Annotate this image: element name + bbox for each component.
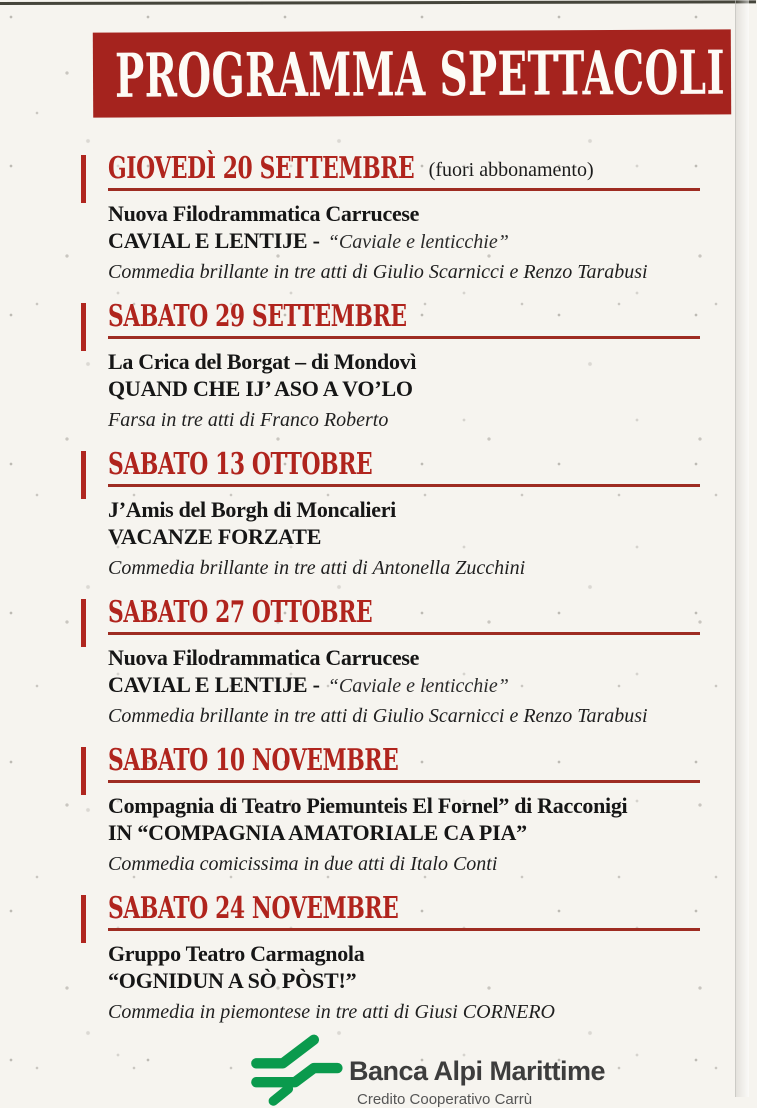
divider-rule bbox=[108, 484, 700, 487]
entry-date-row bbox=[108, 149, 721, 186]
divider-rule bbox=[108, 780, 700, 783]
entry-date-row bbox=[108, 445, 721, 482]
program-entry bbox=[81, 889, 721, 1026]
show-title: QUAND CHE IJ’ ASO A VO’LO bbox=[108, 376, 413, 401]
entry-date-row bbox=[108, 297, 721, 334]
show-description: Commedia in piemontese in tre atti di Giusi CORNERO bbox=[108, 1001, 556, 1023]
show-description: Commedia brillante in tre atti di Giulio Scarnicci e Renzo Tarabusi bbox=[108, 261, 648, 283]
date-accent-bar bbox=[81, 451, 86, 499]
date-accent-bar bbox=[81, 155, 86, 203]
show-title: CAVIAL E LENTIJE - bbox=[108, 672, 320, 697]
date-accent-bar bbox=[81, 303, 86, 351]
divider-rule bbox=[108, 188, 700, 191]
company-name: Compagnia di Teatro Piemunteis El Fornel” di Racconigi bbox=[108, 793, 628, 818]
entry-date-row bbox=[108, 741, 721, 778]
bank-name: Banca Alpi Marittime bbox=[349, 1056, 606, 1086]
program-entry bbox=[81, 297, 721, 434]
company-name: Gruppo Teatro Carmagnola bbox=[108, 941, 365, 966]
show-title-line bbox=[108, 375, 721, 406]
entry-date-row bbox=[108, 593, 721, 630]
entry-body bbox=[108, 792, 721, 878]
entry-body bbox=[108, 200, 721, 286]
show-title: VACANZE FORZATE bbox=[108, 524, 322, 549]
program-entry bbox=[81, 593, 721, 730]
bank-logo-icon bbox=[243, 1036, 347, 1102]
program-entry bbox=[81, 445, 721, 582]
entry-date: SABATO 27 OTTOBRE bbox=[108, 593, 373, 630]
program-entries bbox=[81, 149, 721, 1040]
bank-text-block bbox=[349, 1056, 605, 1108]
page-title: PROGRAMMA SPETTACOLI bbox=[114, 36, 726, 111]
date-accent-bar bbox=[81, 747, 86, 795]
entry-date: SABATO 10 NOVEMBRE bbox=[108, 741, 399, 778]
program-entry bbox=[81, 741, 721, 878]
entry-body bbox=[108, 940, 721, 1026]
entry-body bbox=[108, 496, 721, 582]
entry-date: SABATO 24 NOVEMBRE bbox=[108, 889, 399, 926]
show-description: Commedia brillante in tre atti di Antonella Zucchini bbox=[108, 557, 526, 579]
entry-date: SABATO 29 SETTEMBRE bbox=[108, 297, 407, 334]
divider-rule bbox=[108, 928, 700, 931]
show-title: IN “COMPAGNIA AMATORIALE CA PIA” bbox=[108, 820, 527, 845]
show-title-translation: “Caviale e lenticchie” bbox=[327, 231, 509, 253]
company-name: Nuova Filodrammatica Carrucese bbox=[108, 645, 420, 670]
entry-date-note: (fuori abbonamento) bbox=[428, 159, 594, 181]
company-name: J’Amis del Borgh di Moncalieri bbox=[108, 497, 396, 522]
entry-date-row bbox=[108, 889, 721, 926]
show-description: Commedia brillante in tre atti di Giulio Scarnicci e Renzo Tarabusi bbox=[108, 705, 648, 727]
show-description: Commedia comicissima in due atti di Italo Conti bbox=[108, 853, 498, 875]
show-title: CAVIAL E LENTIJE - bbox=[108, 228, 320, 253]
sponsor-footer bbox=[243, 1036, 605, 1108]
entry-body bbox=[108, 644, 721, 730]
divider-rule bbox=[108, 336, 700, 339]
show-title-line bbox=[108, 819, 721, 850]
scan-edge-top bbox=[0, 0, 756, 5]
entry-date: SABATO 13 OTTOBRE bbox=[108, 445, 373, 482]
divider-rule bbox=[108, 632, 700, 635]
scan-edge-right bbox=[735, 0, 749, 1097]
date-accent-bar bbox=[81, 895, 86, 943]
show-title-line bbox=[108, 523, 721, 554]
show-title-translation: “Caviale e lenticchie” bbox=[327, 675, 509, 697]
show-title-line bbox=[108, 967, 721, 998]
date-accent-bar bbox=[81, 599, 86, 647]
show-title-line bbox=[108, 227, 721, 258]
show-title-line bbox=[108, 671, 721, 702]
entry-body bbox=[108, 348, 721, 434]
entry-date: GIOVEDÌ 20 SETTEMBRE bbox=[108, 149, 415, 186]
show-title: “OGNIDUN A SÒ PÒST!” bbox=[108, 968, 357, 993]
company-name: Nuova Filodrammatica Carrucese bbox=[108, 201, 420, 226]
program-entry bbox=[81, 149, 721, 286]
page-title-band bbox=[93, 29, 731, 117]
show-description: Farsa in tre atti di Franco Roberto bbox=[108, 409, 389, 431]
company-name: La Crica del Borgat – di Mondovì bbox=[108, 349, 417, 374]
bank-subtitle: Credito Cooperativo Carrù bbox=[357, 1091, 533, 1108]
